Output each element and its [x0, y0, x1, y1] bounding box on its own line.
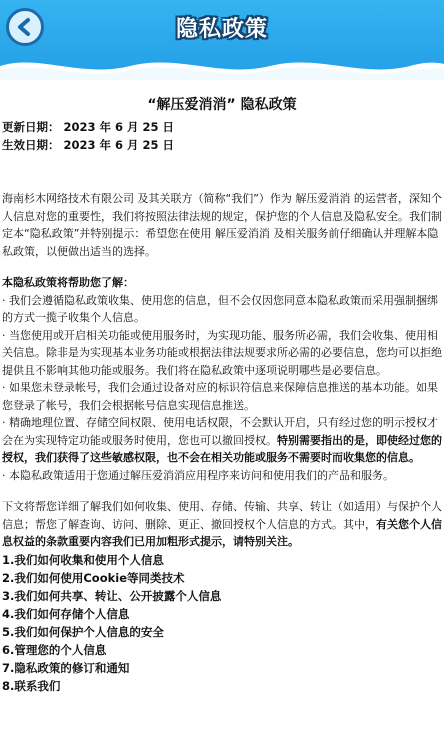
help-heading: 本隐私政策将帮助您了解：	[2, 276, 134, 289]
toc-item[interactable]: 6.管理您的个人信息	[2, 642, 107, 657]
toc-item[interactable]: 8.联系我们	[2, 678, 61, 693]
toc-item[interactable]: 4.我们如何存储个人信息	[2, 606, 130, 621]
page-title: 隐私政策	[175, 17, 268, 42]
updated-date: 更新日期： 2023 年 6 月 25 日	[2, 120, 175, 134]
toc-item[interactable]: 7.隐私政策的修订和通知	[2, 660, 130, 675]
policy-content[interactable]	[0, 94, 444, 695]
help-item-4	[2, 414, 442, 467]
toc-item[interactable]: 5.我们如何保护个人信息的安全	[2, 624, 164, 639]
toc-item[interactable]: 1.我们如何收集和使用个人信息	[2, 552, 164, 567]
help-item-4-bold: 特别需要指出的是，即使经过您的授权，我们获得了这些敏感权限，也不会在相关功能或服务不需要时而收集您的信息。	[2, 433, 442, 464]
document-title: “解压爱消消” 隐私政策	[147, 97, 297, 113]
app-header	[0, 0, 444, 80]
help-item-4-text: · 精确地理位置、存储空间权限、使用电话权限，不会默认开启，只有经过您的明示授权才会在为实现特定功能或服务时使用，您也可以撤回授权。	[2, 416, 438, 447]
toc-item[interactable]: 3.我们如何共享、转让、公开披露个人信息	[2, 588, 222, 603]
table-of-contents	[2, 551, 442, 695]
effective-date: 生效日期： 2023 年 6 月 25 日	[2, 138, 175, 152]
help-item-1: · 我们会遵循隐私政策收集、使用您的信息，但不会仅因您同意本隐私政策而采用强制捆绑的方式一揽子收集个人信息。	[2, 293, 438, 324]
detail-text: 下文将帮您详细了解我们如何收集、使用、存储、传输、共享、转让（如适用）与保护个人信息；帮您了解查询、访问、删除、更正、撤回授权个人信息的方式。其中，	[2, 500, 442, 531]
intro-paragraph: 海南杉木网络技术有限公司 及其关联方（简称“我们”）作为 解压爱消消 的运营者，深知个人信息对您的重要性，我们将按照法律法规的规定，保护您的个人信息及隐私安全。我们制定本“隐私政策”并特别提示：希望您在使用 解压爱消消 及相关服务前仔细确认并理解本隐私政策，以便做出适当的选择。	[2, 192, 442, 258]
header-wave-decoration	[0, 52, 444, 80]
detail-bold: 有关您个人信息权益的条款重要内容我们已用加粗形式提示，请特别关注。	[2, 517, 442, 548]
toc-item[interactable]: 2.我们如何使用Cookie等同类技术	[2, 570, 185, 585]
detail-paragraph	[2, 498, 442, 551]
help-item-2: · 当您使用或开启相关功能或使用服务时，为实现功能、服务所必需，我们会收集、使用相关信息。除非是为实现基本业务功能或根据法律法规要求所必需的必要信息，您均可以拒绝提供且不影响其他功能或服务。我们将在隐私政策中逐项说明哪些是必要信息。	[2, 328, 442, 377]
help-item-3: · 如果您未登录帐号，我们会通过设备对应的标识符信息来保障信息推送的基本功能。如果您登录了帐号，我们会根据帐号信息实现信息推送。	[2, 381, 438, 412]
help-item-5: · 本隐私政策适用于您通过解压爱消消应用程序来访问和使用我们的产品和服务。	[2, 468, 394, 482]
